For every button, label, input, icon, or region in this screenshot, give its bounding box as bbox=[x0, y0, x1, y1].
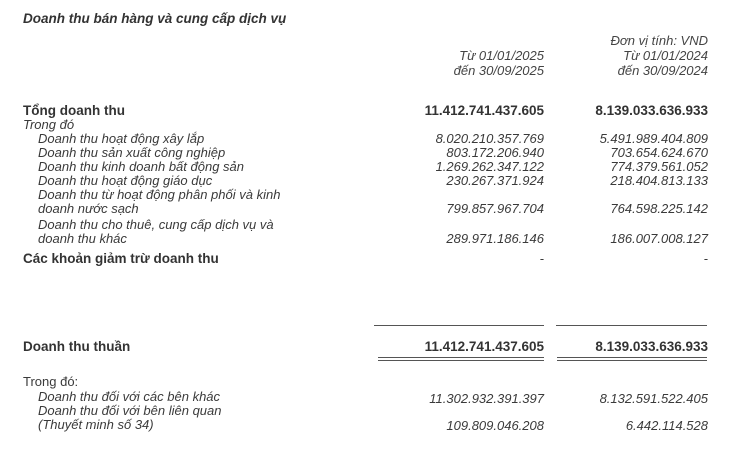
net-revenue-label: Doanh thu thuần bbox=[23, 339, 131, 354]
column-header-2025-line1: Từ 01/01/2025 bbox=[459, 48, 544, 63]
net-breakdown-label-line2: (Thuyết minh số 34) bbox=[38, 417, 154, 432]
breakdown-2024: 186.007.008.127 bbox=[610, 231, 708, 246]
breakdown-2025: 289.971.186.146 bbox=[446, 231, 544, 246]
net-breakdown-2025: 109.809.046.208 bbox=[446, 418, 544, 433]
section-title: Doanh thu bán hàng và cung cấp dịch vụ bbox=[23, 11, 287, 26]
breakdown-label-line1: Doanh thu cho thuê, cung cấp dịch vụ và bbox=[38, 217, 274, 232]
column-header-2024-line2: đến 30/09/2024 bbox=[617, 63, 708, 78]
net-revenue-2024: 8.139.033.636.933 bbox=[595, 339, 708, 354]
breakdown-label: Doanh thu hoạt động xây lắp bbox=[38, 131, 205, 146]
net-breakdown-label: Doanh thu đối với các bên khác bbox=[38, 389, 221, 404]
breakdown-label: Doanh thu sản xuất công nghiệp bbox=[38, 145, 226, 160]
breakdown-label-line2: doanh nước sạch bbox=[38, 201, 139, 216]
subtotal-rule-2024 bbox=[556, 325, 707, 326]
net-breakdown-2024: 6.442.114.528 bbox=[625, 418, 708, 433]
net-breakdown-label-line1: Doanh thu đối với bên liên quan bbox=[38, 403, 222, 418]
column-header-2025-line2: đến 30/09/2025 bbox=[453, 63, 544, 78]
deductions-2024: - bbox=[703, 251, 708, 266]
total-revenue-2024: 8.139.033.636.933 bbox=[595, 103, 708, 118]
breakdown-2024: 774.379.561.052 bbox=[610, 159, 708, 174]
deductions-label: Các khoản giảm trừ doanh thu bbox=[23, 251, 219, 266]
total-revenue-label: Tổng doanh thu bbox=[23, 103, 125, 118]
net-revenue-2025: 11.412.741.437.605 bbox=[424, 339, 544, 354]
net-breakdown-2025: 11.302.932.391.397 bbox=[429, 391, 544, 406]
total-double-rule-2024 bbox=[557, 357, 707, 361]
breakdown-label-line2: doanh thu khác bbox=[38, 231, 127, 246]
breakdown-2025: 230.267.371.924 bbox=[446, 173, 544, 188]
breakdown-2025: 1.269.262.347.122 bbox=[435, 159, 544, 174]
breakdown-label: Doanh thu kinh doanh bất động sản bbox=[38, 159, 245, 174]
breakdown-2024: 703.654.624.670 bbox=[610, 145, 708, 160]
breakdown-2025: 8.020.210.357.769 bbox=[435, 131, 544, 146]
breakdown-2025: 799.857.967.704 bbox=[446, 201, 544, 216]
total-revenue-2025: 11.412.741.437.605 bbox=[424, 103, 544, 118]
column-header-2024-line1: Từ 01/01/2024 bbox=[623, 48, 708, 63]
unit-label: Đơn vị tính: VND bbox=[610, 33, 708, 48]
breakdown-label: Doanh thu hoạt động giáo dục bbox=[38, 173, 213, 188]
breakdown-2024: 5.491.989.404.809 bbox=[599, 131, 708, 146]
of-which-label: Trong đó bbox=[23, 117, 75, 132]
breakdown-label-line1: Doanh thu từ hoạt động phân phối và kinh bbox=[38, 187, 281, 202]
breakdown-2024: 764.598.225.142 bbox=[610, 201, 708, 216]
net-of-which-label: Trong đó: bbox=[23, 374, 79, 389]
breakdown-2024: 218.404.813.133 bbox=[610, 173, 708, 188]
deductions-2025: - bbox=[539, 251, 544, 266]
breakdown-2025: 803.172.206.940 bbox=[446, 145, 544, 160]
total-double-rule-2025 bbox=[378, 357, 544, 361]
subtotal-rule-2025 bbox=[374, 325, 544, 326]
net-breakdown-2024: 8.132.591.522.405 bbox=[599, 391, 708, 406]
